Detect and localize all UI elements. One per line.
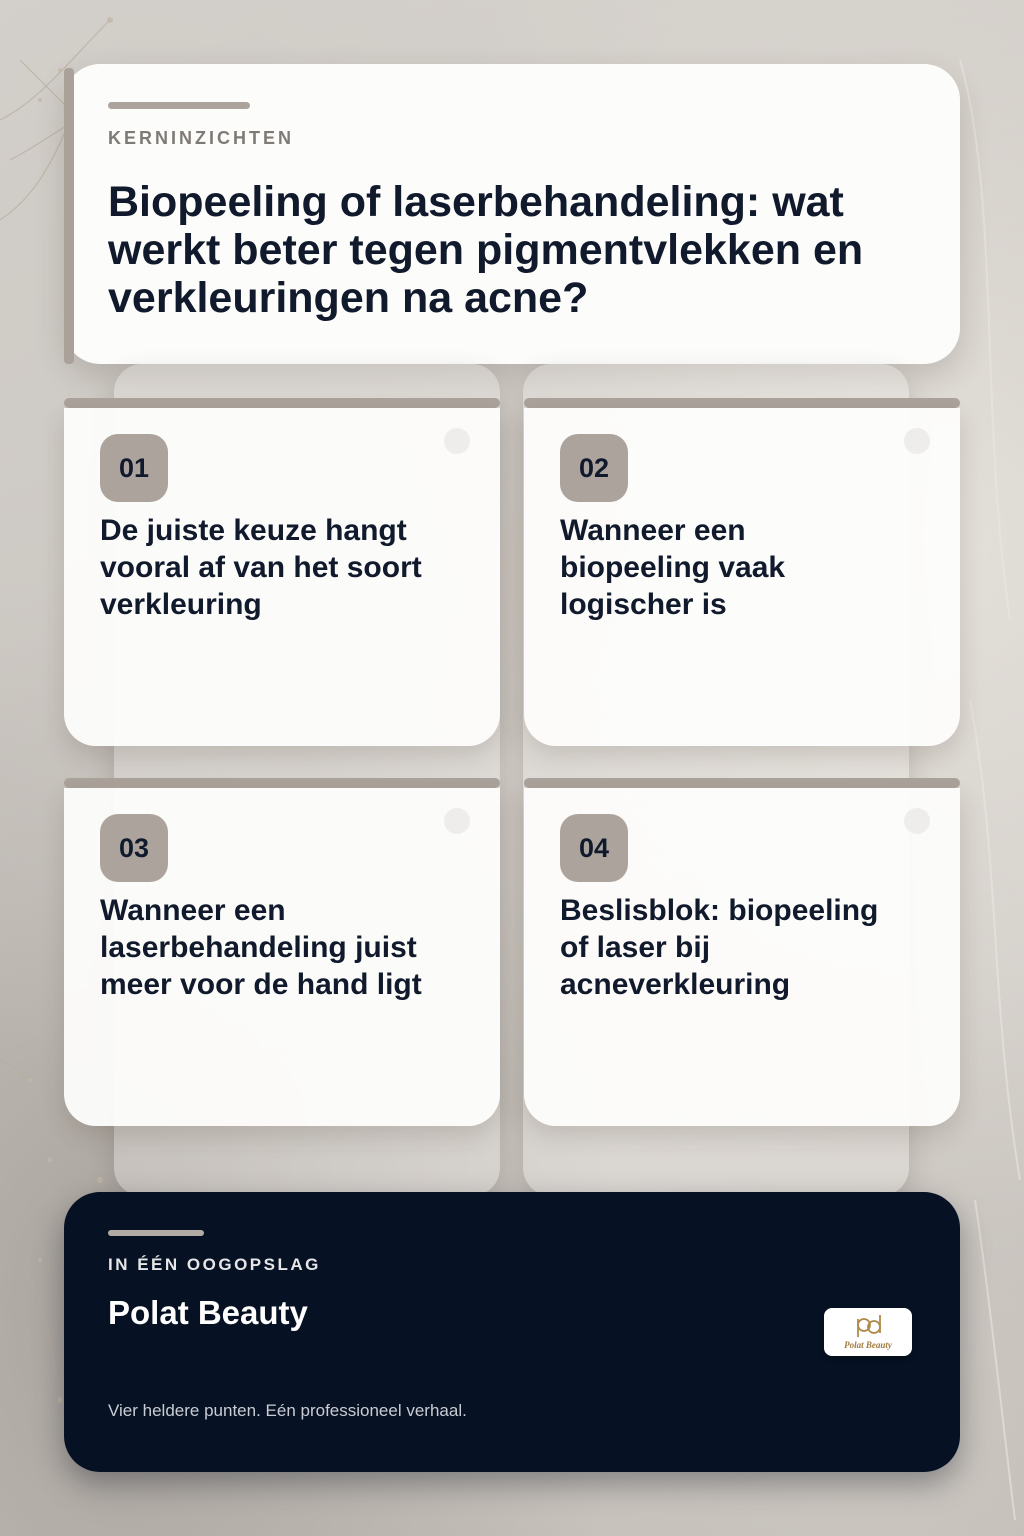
footer-accent-line (108, 1230, 204, 1236)
card-dot (904, 808, 930, 834)
header-left-rail (64, 68, 74, 364)
point-card-bar (524, 398, 960, 408)
brand-name: Polat Beauty (108, 1294, 308, 1331)
point-number-badge: 03 (100, 814, 168, 882)
point-title: De juiste keuze hangt vooral af van het soort verkleuring (100, 514, 422, 621)
pb-monogram-icon (828, 1311, 908, 1353)
summary-footer (64, 1192, 960, 1472)
header-eyebrow: KERNINZICHTEN (108, 128, 294, 148)
point-title: Beslisblok: biopeeling of laser bij acneverkleuring (560, 894, 879, 1001)
point-card-bar (64, 398, 500, 408)
svg-text:Polat Beauty: Polat Beauty (844, 1340, 892, 1350)
point-card-03 (64, 788, 500, 1126)
header-card (64, 64, 960, 364)
footer-eyebrow: IN ÉÉN OOGOPSLAG (108, 1255, 321, 1274)
point-card-02 (524, 408, 960, 746)
page-title: Biopeeling of laserbehandeling: wat werkt beter tegen pigmentvlekken en verkleuringen na acne? (108, 178, 864, 322)
point-number-badge: 04 (560, 814, 628, 882)
card-dot (444, 428, 470, 454)
point-number-badge: 01 (100, 434, 168, 502)
point-title: Wanneer een biopeeling vaak logischer is (560, 514, 786, 621)
card-dot (904, 428, 930, 454)
point-card-04 (524, 788, 960, 1126)
footer-tagline: Vier heldere punten. Eén professioneel verhaal. (108, 1401, 467, 1420)
point-card-bar (524, 778, 960, 788)
header-accent-line (108, 102, 250, 109)
point-card-bar (64, 778, 500, 788)
card-dot (444, 808, 470, 834)
point-card-01 (64, 408, 500, 746)
point-number-badge: 02 (560, 434, 628, 502)
brand-logo (824, 1308, 912, 1356)
point-title: Wanneer een laserbehandeling juist meer voor de hand ligt (100, 894, 422, 1001)
